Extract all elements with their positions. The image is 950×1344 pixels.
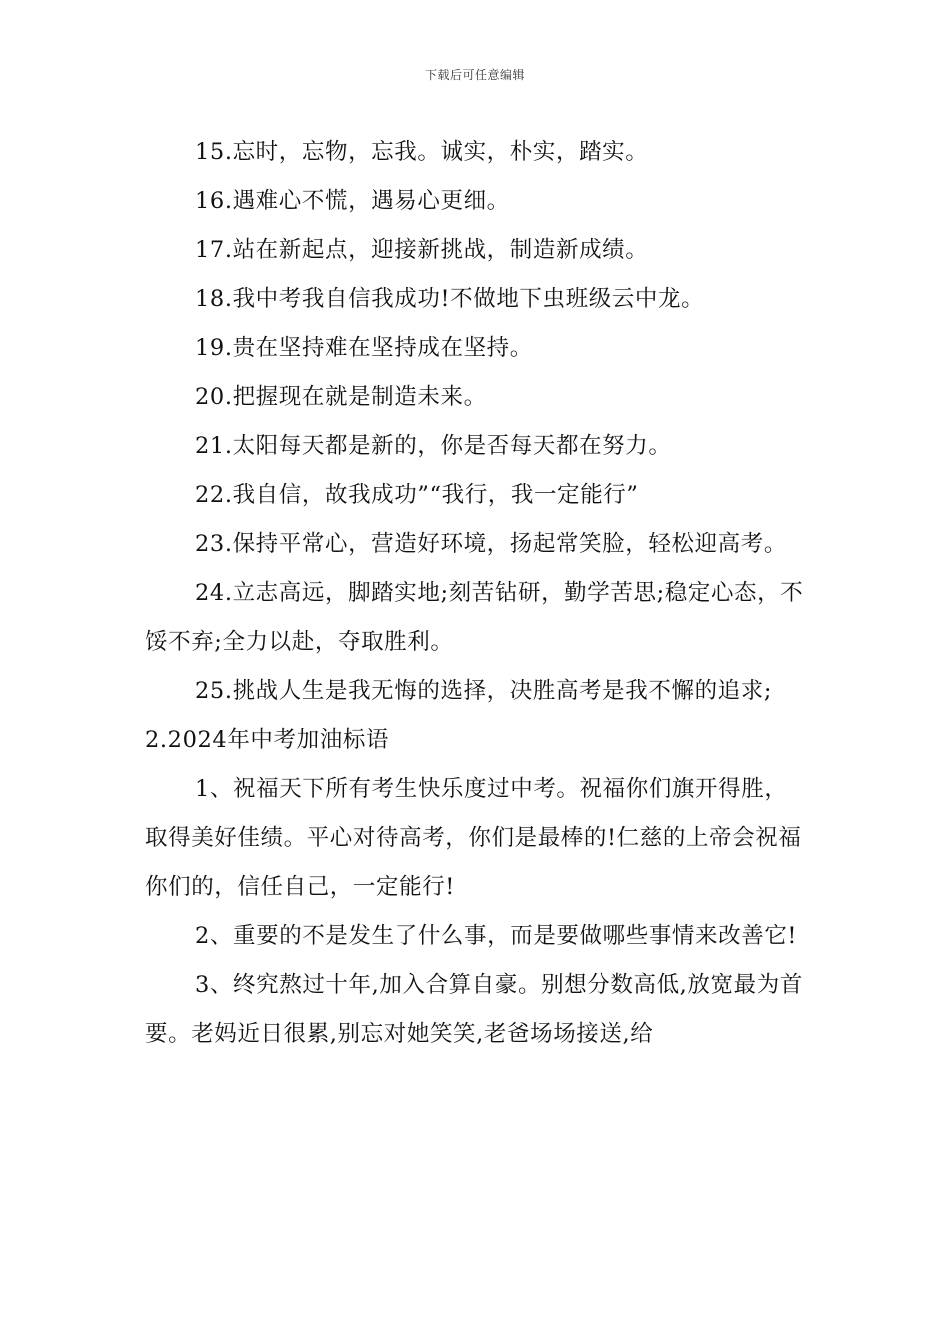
- paragraph-item-19: 19.贵在坚持难在坚持成在坚持。: [195, 335, 533, 361]
- paragraph-item-25: 25.挑战人生是我无悔的选择，决胜高考是我不懈的追求;: [195, 678, 773, 704]
- paragraph-item-24: 24.立志高远，脚踏实地;刻苦钻研，勤学苦思;稳定心态，不馁不弃;全力以赴，夺取胜利。: [145, 580, 804, 655]
- paragraph-blessing-1: 1、祝福天下所有考生快乐度过中考。祝福你们旗开得胜，取得美好佳绩。平心对待高考，你们是最棒的!仁慈的上帝会祝福你们的，信任自己，一定能行!: [145, 776, 802, 900]
- paragraph-item-23: 23.保持平常心，营造好环境，扬起常笑脸，轻松迎高考。: [195, 531, 787, 557]
- paragraph-item-16: 16.遇难心不慌，遇易心更细。: [195, 188, 510, 214]
- paragraph-item-15: 15.忘时，忘物，忘我。诚实，朴实，踏实。: [195, 139, 649, 165]
- section-heading: 2.2024年中考加油标语: [145, 727, 390, 753]
- paragraph-blessing-2: 2、重要的不是发生了什么事，而是要做哪些事情来改善它!: [195, 923, 798, 949]
- paragraph-item-18: 18.我中考我自信我成功!不做地下虫班级云中龙。: [195, 286, 705, 312]
- paragraph-item-21: 21.太阳每天都是新的，你是否每天都在努力。: [195, 433, 672, 459]
- paragraph-item-17: 17.站在新起点，迎接新挑战，制造新成绩。: [195, 237, 649, 263]
- paragraph-item-22: 22.我自信，故我成功”“我行，我一定能行”: [195, 482, 639, 508]
- paragraph-blessing-3: 3、终究熬过十年,加入合算自豪。别想分数高低,放宽最为首要。老妈近日很累,别忘对她笑笑,老爸场场接送,给: [145, 972, 803, 1047]
- paragraph-item-20: 20.把握现在就是制造未来。: [195, 384, 487, 410]
- document-body: [145, 128, 810, 1059]
- page-header-watermark: 下载后可任意编辑: [424, 68, 525, 82]
